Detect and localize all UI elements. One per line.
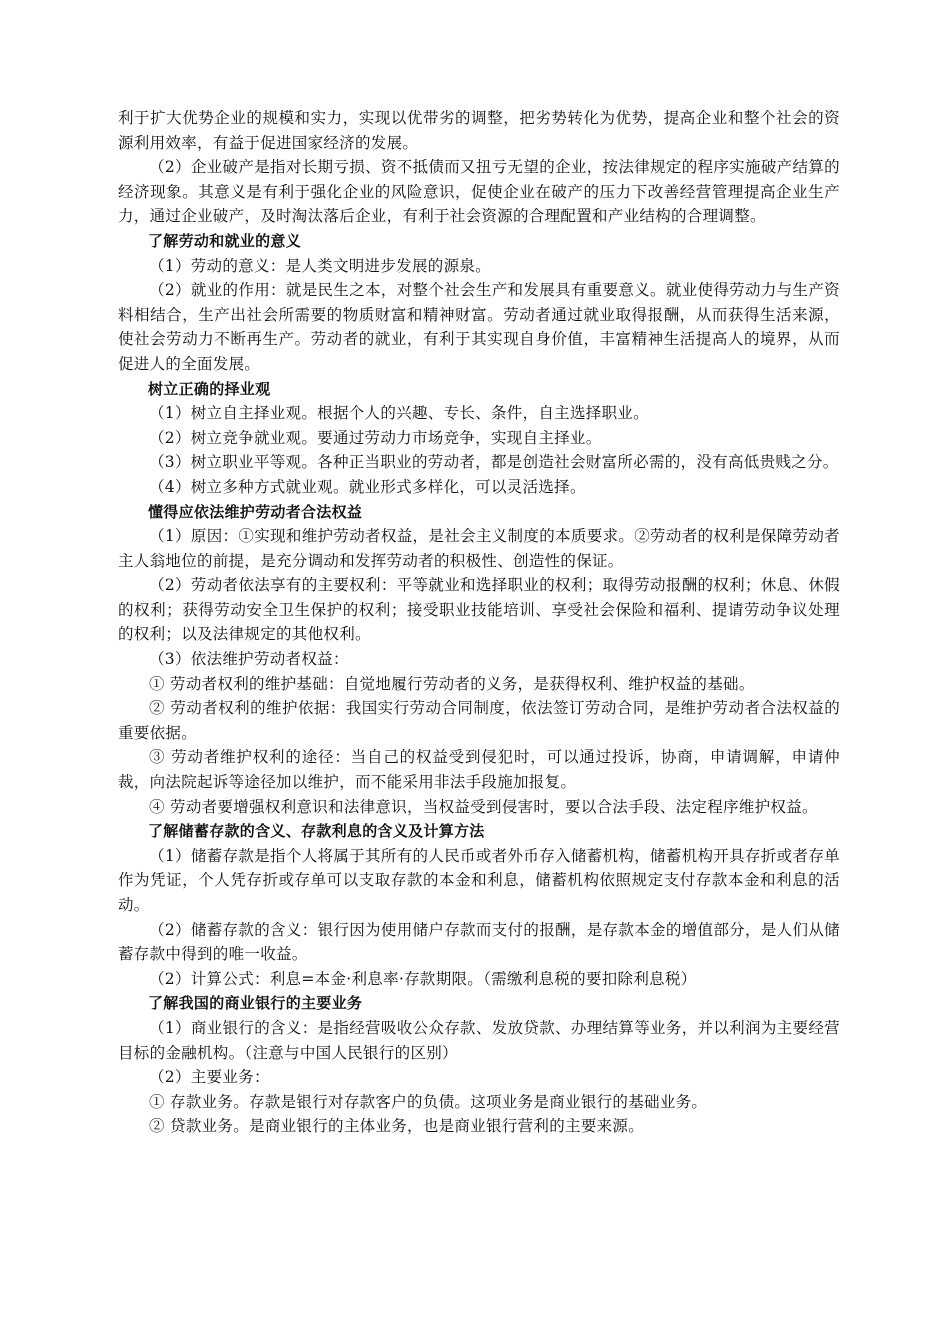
paragraph: （1）商业银行的含义：是指经营吸收公众存款、发放贷款、办理结算等业务，并以利润为主要经营目标的金融机构。（注意与中国人民银行的区别） xyxy=(118,1018,840,1062)
section-heading: 了解劳动和就业的意义 xyxy=(148,231,302,250)
section-heading: 了解储蓄存款的含义、存款利息的含义及计算方法 xyxy=(148,822,485,841)
paragraph: （2）企业破产是指对长期亏损、资不抵债而又扭亏无望的企业，按法律规定的程序实施破产结算的经济现象。其意义是有利于强化企业的风险意识，促使企业在破产的压力下改善经营管理提高企业生产力，通过企业破产，及时淘汰落后企业，有利于社会资源的合理配置和产业结构的合理调整。 xyxy=(118,158,840,226)
paragraph: ① 劳动者权利的维护基础：自觉地履行劳动者的义务，是获得权利、维护权益的基础。 xyxy=(149,674,755,693)
paragraph: （2）劳动者依法享有的主要权利：平等就业和选择职业的权利；取得劳动报酬的权利；休息、休假的权利；获得劳动安全卫生保护的权利；接受职业技能培训、享受社会保险和福利、提请劳动争议处理的权利；以及法律规定的其他权利。 xyxy=(118,576,840,644)
paragraph: ④ 劳动者要增强权利意识和法律意识，当权益受到侵害时，要以合法手段、法定程序维护权益。 xyxy=(149,797,818,816)
section-heading: 懂得应依法维护劳动者合法权益 xyxy=(148,502,363,521)
paragraph: （2）储蓄存款的含义：银行因为使用储户存款而支付的报酬，是存款本金的增值部分，是人们从储蓄存款中得到的唯一收益。 xyxy=(118,920,840,964)
paragraph: ③ 劳动者维护权利的途径：当自己的权益受到侵犯时，可以通过投诉，协商，申请调解，申请仲裁，向法院起诉等途径加以维护，而不能采用非法手段施加报复。 xyxy=(118,748,840,792)
paragraph: ① 存款业务。存款是银行对存款客户的负债。这项业务是商业银行的基础业务。 xyxy=(149,1092,708,1111)
paragraph: （1）储蓄存款是指个人将属于其所有的人民币或者外币存入储蓄机构，储蓄机构开具存折或者存单作为凭证，个人凭存折或存单可以支取存款的本金和利息，储蓄机构依照规定支付存款本金和利息的活动。 xyxy=(118,846,840,914)
section-heading: 树立正确的择业观 xyxy=(148,379,271,398)
paragraph: （2）就业的作用：就是民生之本，对整个社会生产和发展具有重要意义。就业使得劳动力与生产资料相结合，生产出社会所需要的物质财富和精神财富。劳动者通过就业取得报酬，从而获得生活来源，使社会劳动力不断再生产。劳动者的就业，有利于其实现自身价值，丰富精神生活提高人的境界，从而促进人的全面发展。 xyxy=(118,281,840,373)
paragraph: （2）主要业务： xyxy=(149,1068,270,1087)
paragraph: 利于扩大优势企业的规模和实力，实现以优带劣的调整，把劣势转化为优势，提高企业和整个社会的资源利用效率，有益于促进国家经济的发展。 xyxy=(118,109,840,152)
paragraph: （3）依法维护劳动者权益： xyxy=(149,650,349,669)
paragraph: （2）树立竞争就业观。要通过劳动力市场竞争，实现自主择业。 xyxy=(149,428,602,447)
paragraph: （2）计算公式：利息=本金·利息率·存款期限。（需缴利息税的要扣除利息税） xyxy=(149,969,697,988)
paragraph: ② 劳动者权利的维护依据：我国实行劳动合同制度，依法签订劳动合同，是维护劳动者合法权益的重要依据。 xyxy=(118,699,840,742)
paragraph: （4）树立多种方式就业观。就业形式多样化，可以灵活选择。 xyxy=(149,477,586,496)
paragraph: （1）劳动的意义：是人类文明进步发展的源泉。 xyxy=(149,256,491,275)
paragraph: （1）树立自主择业观。根据个人的兴趣、专长、条件，自主选择职业。 xyxy=(149,404,649,423)
section-heading: 了解我国的商业银行的主要业务 xyxy=(148,994,363,1013)
paragraph: （3）树立职业平等观。各种正当职业的劳动者，都是创造社会财富所必需的，没有高低贵贱之分。 xyxy=(149,453,839,472)
paragraph: （1）原因：①实现和维护劳动者权益，是社会主义制度的本质要求。②劳动者的权利是保障劳动者主人翁地位的前提，是充分调动和发挥劳动者的积极性、创造性的保证。 xyxy=(118,527,840,570)
paragraph: ② 贷款业务。是商业银行的主体业务，也是商业银行营利的主要来源。 xyxy=(149,1117,645,1136)
document-page xyxy=(118,106,840,1139)
